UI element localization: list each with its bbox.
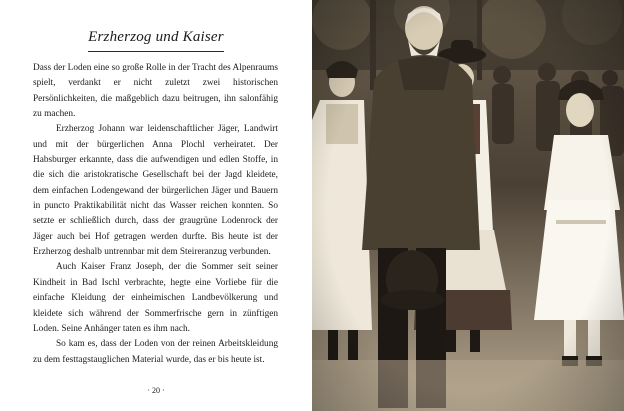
historical-photo (312, 0, 624, 411)
photo-illustration (312, 0, 624, 411)
page-number: · 20 · (147, 386, 165, 395)
chapter-heading: Erzherzog und Kaiser (88, 29, 224, 45)
paragraph-intro: Dass der Loden eine so große Rolle in der Tracht des Alpenraums spielt, verdankt er nicht zuletzt zwei historischen Persönlichkeiten, die maßgeblich dazu beitrugen, ihn salonfähig zu machen. (33, 63, 278, 120)
paragraph-conclusion: So kam es, dass der Loden von der reinen Arbeitskleidung zu dem festtagstauglichen Material wurde, das er bis heute ist. (33, 339, 278, 365)
heading-underline (88, 51, 224, 52)
body-text (33, 61, 278, 368)
paragraph-kaiser-franz-joseph: Auch Kaiser Franz Joseph, der die Sommer seit seiner Kindheit in Bad Ischl verbrachte, hegte eine Vorliebe für die einfache Kleidung der einheimischen Landbevölkerung und kleidete sich während der Sommerfrische gern in zünftigen Loden. Seine Anhänger taten es ihm nach. (33, 262, 278, 334)
paragraph-erzherzog-johann: Erzherzog Johann war leidenschaftlicher Jäger, Landwirt und mit der bürgerlichen Anna Plochl verheiratet. Der Habsburger erkannte, dass die aufwendigen und edlen Stoffe, in die sich die aristokratische Gesellschaft bei der Jagd kleidete, dem einfachen Lodengewand der bürgerlichen Jäger und Bauern in puncto Praktikabilität nicht das Wasser reichen konnten. So setzte er schließlich durch, dass der graugrüne Lodenrock der Jäger auch bei Hof getragen werden durfte. Bis heute ist der Erzherzog deshalb untrennbar mit dem Steireranzug verbunden. (33, 124, 278, 258)
